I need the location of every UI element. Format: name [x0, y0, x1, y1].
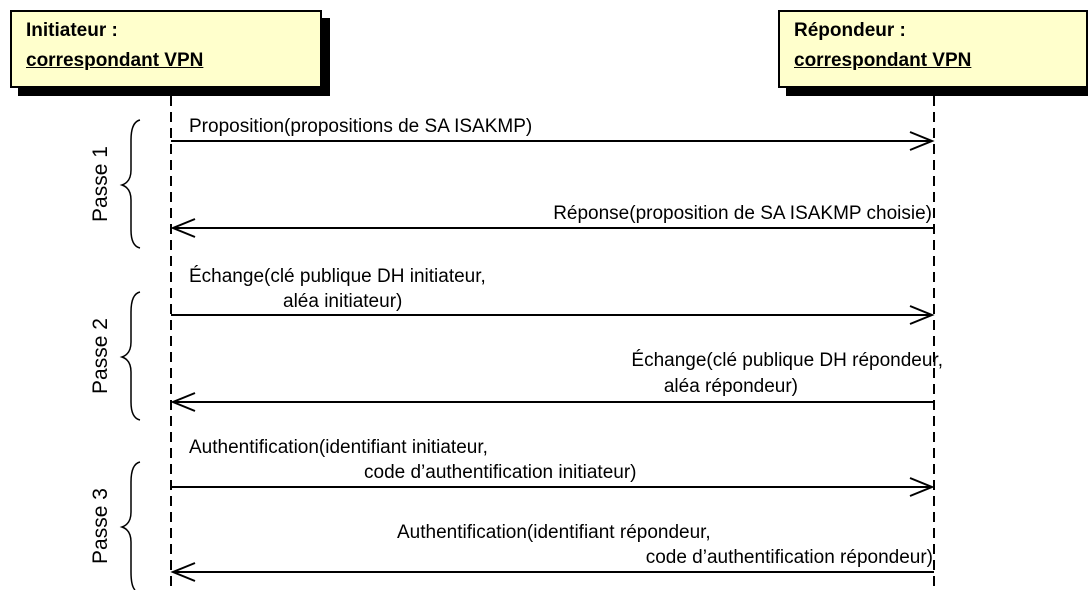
arrow-msg-4 — [173, 393, 934, 411]
message-4-line1: Échange(clé publique DH répondeur, — [631, 350, 943, 371]
passe-1-label: Passe 1 — [89, 146, 112, 222]
message-1-line1: Proposition(propositions de SA ISAKMP) — [189, 116, 533, 137]
brace-passe-1 — [122, 120, 140, 248]
message-5-line2: code d’authentification initiateur) — [364, 462, 637, 483]
message-2-line1: Réponse(proposition de SA ISAKMP choisie) — [553, 203, 932, 224]
passe-3-label: Passe 3 — [89, 488, 112, 564]
passe-2-label: Passe 2 — [89, 318, 112, 394]
initiator-title: Initiateur : — [26, 20, 118, 41]
brace-passe-3 — [122, 462, 140, 590]
message-5-line1: Authentification(identifiant initiateur, — [189, 437, 488, 458]
initiator-subtitle: correspondant VPN — [26, 50, 204, 71]
message-3-line2: aléa initiateur) — [283, 291, 403, 312]
message-6-line2: code d’authentification répondeur) — [645, 547, 933, 568]
message-3-line1: Échange(clé publique DH initiateur, — [189, 266, 486, 287]
message-6-line1: Authentification(identifiant répondeur, — [397, 522, 711, 543]
responder-title: Répondeur : — [794, 20, 906, 41]
responder-subtitle: correspondant VPN — [794, 50, 972, 71]
brace-passe-2 — [122, 292, 140, 420]
message-4-line2: aléa répondeur) — [663, 376, 798, 397]
